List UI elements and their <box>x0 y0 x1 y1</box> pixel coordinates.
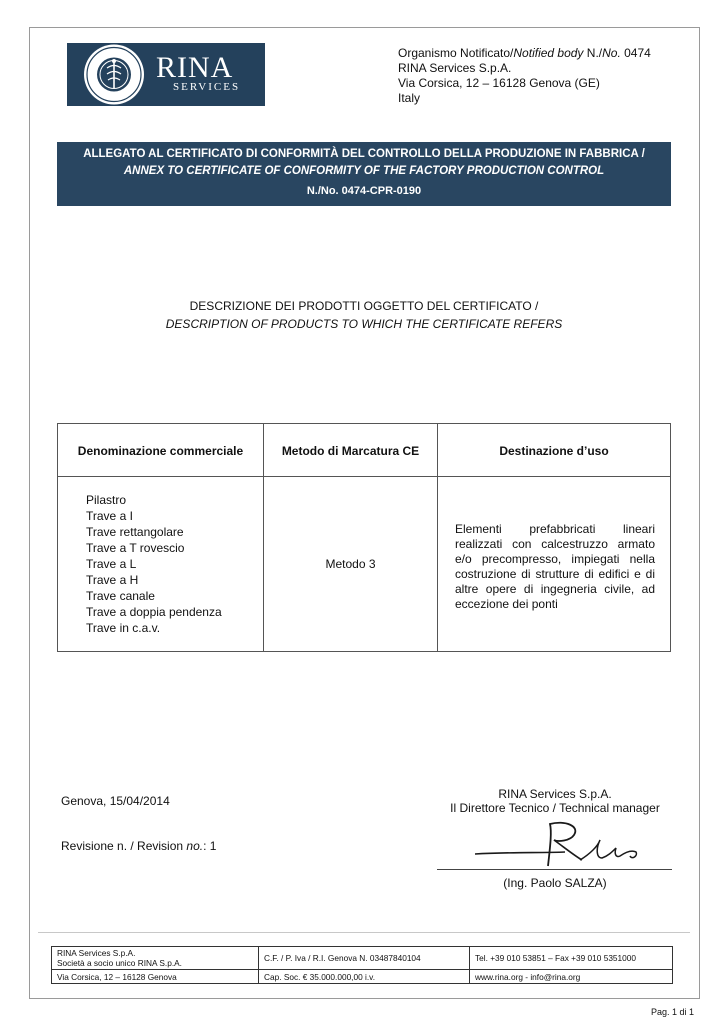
description-title-it: DESCRIZIONE DEI PRODOTTI OGGETTO DEL CERTIFICATO / <box>189 299 539 313</box>
header-trade-name: Denominazione commerciale <box>77 444 244 458</box>
company-address: Via Corsica, 12 – 16128 Genova (GE) <box>398 76 600 90</box>
column-divider <box>263 424 264 651</box>
marking-method-value: Metodo 3 <box>325 557 376 571</box>
products-table <box>57 423 671 652</box>
footer-divider <box>38 932 690 933</box>
description-title-en: DESCRIPTION OF PRODUCTS TO WHICH THE CERTIFICATE REFERS <box>165 317 563 331</box>
issue-date: Genova, 15/04/2014 <box>61 794 170 808</box>
table-row <box>52 947 673 970</box>
revision-number: Revisione n. / Revision no.: 1 <box>61 839 217 853</box>
signer-company: RINA Services S.p.A. <box>498 787 612 801</box>
product-list <box>86 492 222 636</box>
logo-subtitle: SERVICES <box>173 81 241 93</box>
list-item: Trave in c.a.v. <box>86 621 161 635</box>
handwritten-signature <box>470 818 670 872</box>
company-country: Italy <box>398 91 421 105</box>
list-item: Trave a L <box>86 557 137 571</box>
logo-name: RINA <box>156 51 234 84</box>
footer-web-cell: www.rina.org - info@rina.org <box>470 970 673 984</box>
footer-phone-cell: Tel. +39 010 53851 – Fax +39 010 5351000 <box>470 947 673 970</box>
page-number: Pag. 1 di 1 <box>650 1007 694 1017</box>
list-item: Trave rettangolare <box>86 525 184 539</box>
footer-tax-id-cell: C.F. / P. Iva / R.I. Genova N. 03487840104 <box>259 947 470 970</box>
list-item: Trave a H <box>86 573 139 587</box>
signature-line <box>437 869 672 870</box>
certificate-number: N./No. 0474-CPR-0190 <box>306 185 422 197</box>
rina-logo <box>67 43 265 106</box>
company-name: RINA Services S.p.A. <box>398 61 512 75</box>
column-divider <box>437 424 438 651</box>
list-item: Trave canale <box>86 589 155 603</box>
banner-title-en: ANNEX TO CERTIFICATE OF CONFORMITY OF THE FACTORY PRODUCTION CONTROL <box>123 165 605 177</box>
notified-body-block <box>398 46 651 106</box>
list-item: Trave a doppia pendenza <box>86 605 222 619</box>
list-item: Pilastro <box>86 493 127 507</box>
certificate-banner <box>57 142 671 206</box>
signer-name: (Ing. Paolo SALZA) <box>503 876 607 890</box>
header-intended-use: Destinazione d’uso <box>499 444 609 458</box>
intended-use-value: Elementi prefabbricati lineari realizzati con calcestruzzo armato e/o precompresso, impiegati nella costruzione di strutture di edifici e di altre opere di ingegneria civile, ad eccezione dei ponti <box>455 522 655 611</box>
notified-body-line: Organismo Notificato/Notified body N./No. 0474 <box>398 46 651 60</box>
banner-title-it: ALLEGATO AL CERTIFICATO DI CONFORMITÀ DEL CONTROLLO DELLA PRODUZIONE IN FABBRICA / <box>83 148 645 160</box>
header-ce-marking-method: Metodo di Marcatura CE <box>281 444 420 458</box>
signer-title: Il Direttore Tecnico / Technical manager <box>450 801 660 815</box>
footer-table <box>51 946 673 984</box>
footer-company-cell: RINA Services S.p.A. Società a socio unico RINA S.p.A. <box>52 947 259 970</box>
table-row <box>52 970 673 984</box>
list-item: Trave a I <box>86 509 133 523</box>
footer-address-cell: Via Corsica, 12 – 16128 Genova <box>52 970 259 984</box>
list-item: Trave a T rovescio <box>86 541 185 555</box>
footer-capital-cell: Cap. Soc. € 35.000.000,00 i.v. <box>259 970 470 984</box>
